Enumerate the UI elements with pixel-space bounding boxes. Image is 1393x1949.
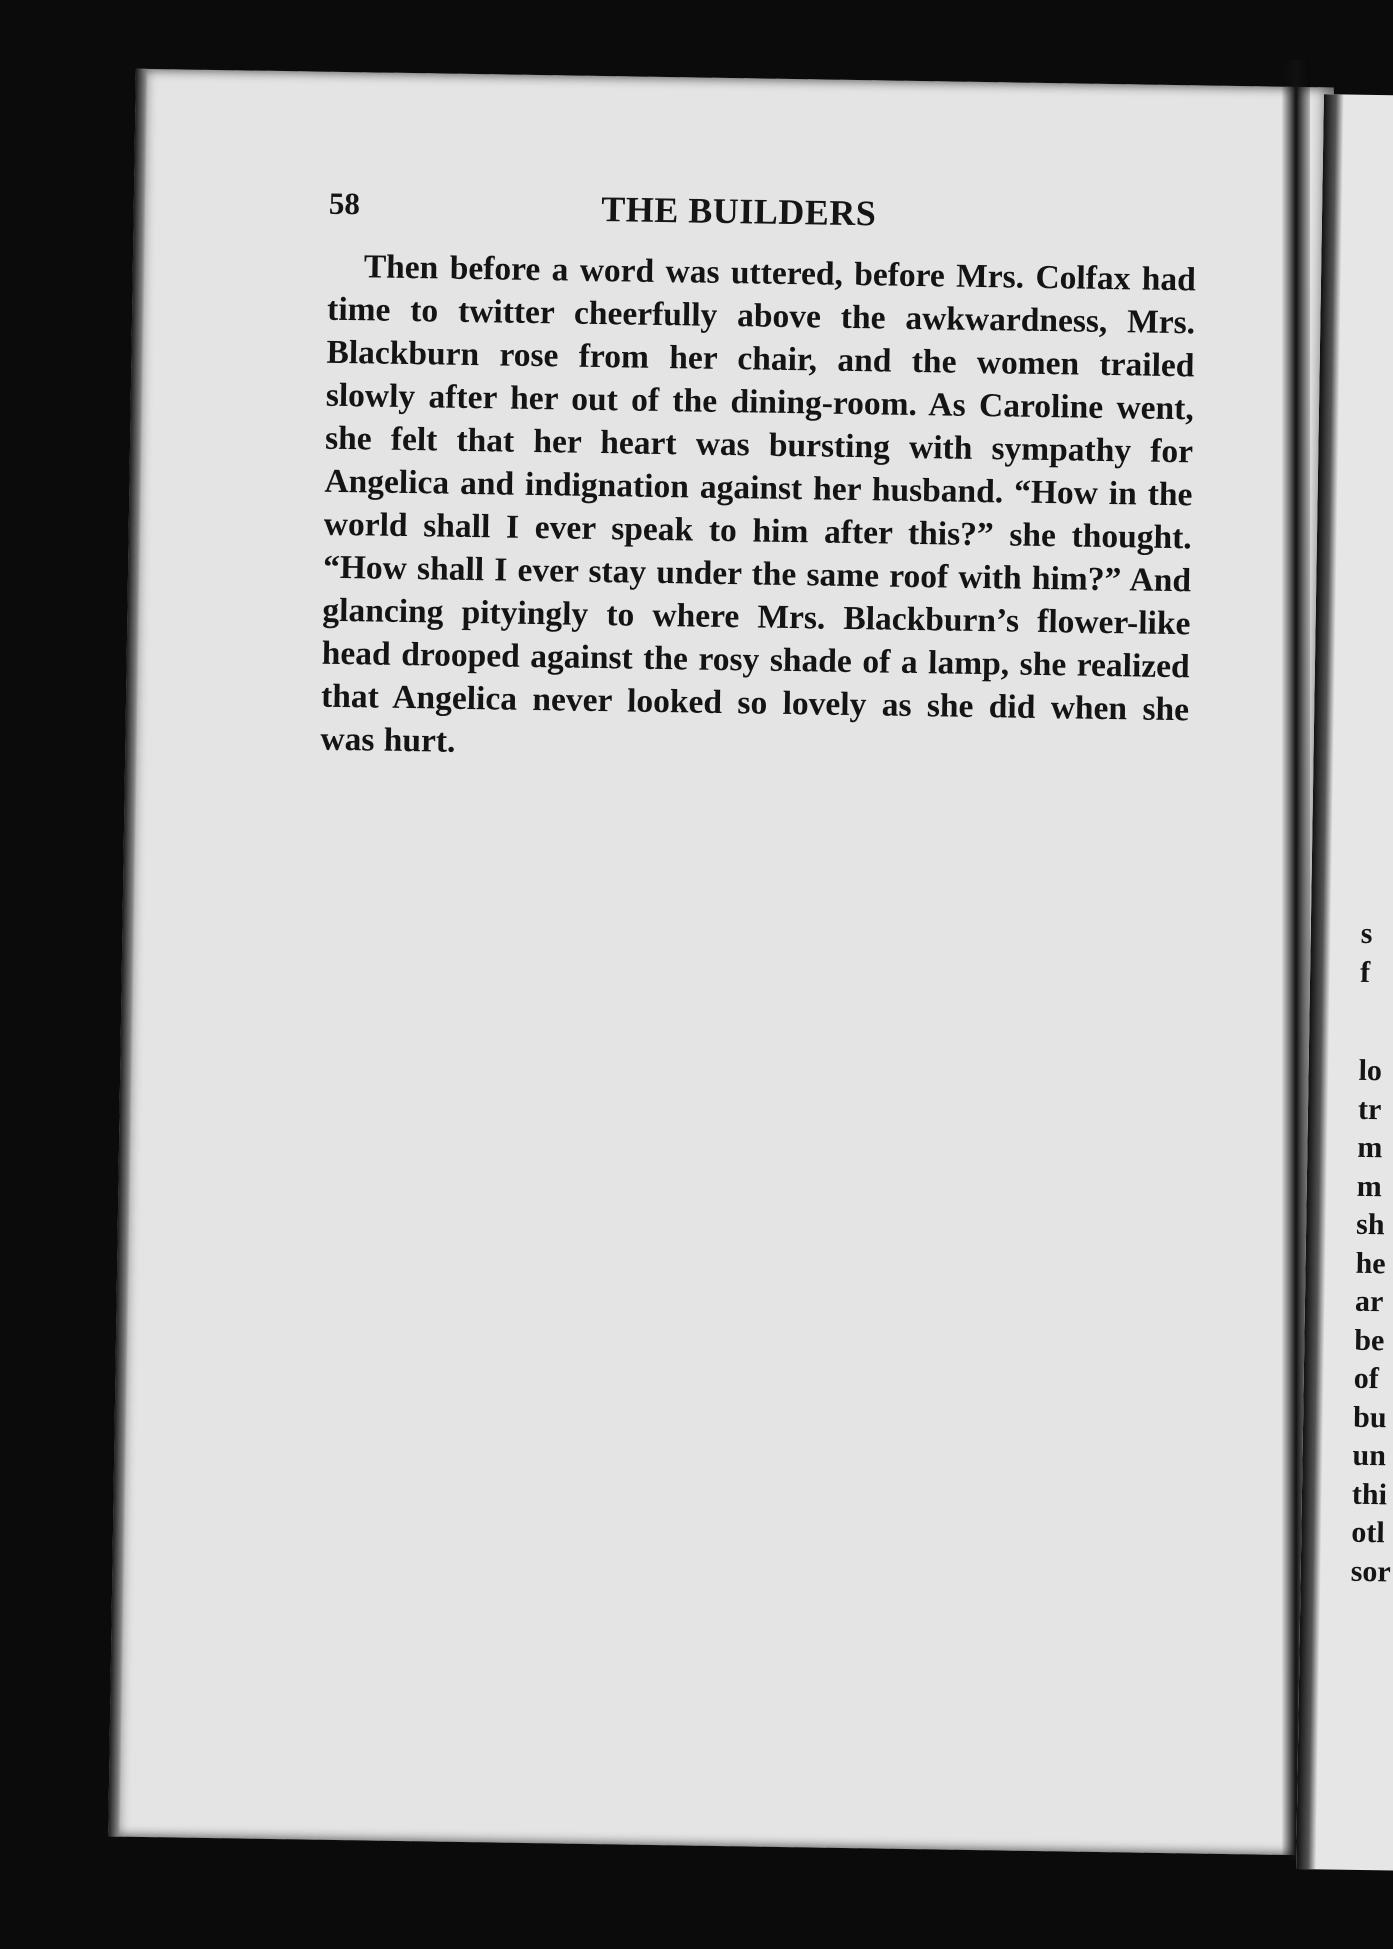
adjacent-fragment: lo <box>1358 1053 1383 1088</box>
book-page <box>108 69 1334 1856</box>
page-number: 58 <box>328 185 361 222</box>
page-gutter-shadow <box>108 69 148 1837</box>
adjacent-fragment: f <box>1359 955 1371 989</box>
adjacent-fragment: m <box>1357 1130 1383 1165</box>
adjacent-fragment: tr <box>1357 1092 1382 1126</box>
body-paragraph: Then before a word was uttered, before Mrs. Colfax had time to twitter cheerfully above the awkwardness, Mrs. Blackburn rose from her chair, and the women trailed slowly after her out of the dining-room. As Caroline went, she felt that her heart was bursting with sympathy for Angelica and indignation against her husband. “How in the world shall I ever speak to him after this?” she thought. “How shall I ever stay under the same roof with him?” And glancing pityingly to where Mrs. Blackburn’s flower-like head drooped against the rosy shade of a lamp, she realized that Angelica never looked so lovely as she did when she was hurt. <box>320 248 1197 760</box>
adjacent-fragment: s <box>1360 916 1373 951</box>
adjacent-fragment: m <box>1356 1169 1383 1203</box>
running-head <box>328 184 1149 247</box>
book-title: THE BUILDERS <box>600 189 877 234</box>
adjacent-fragment: thi <box>1351 1477 1388 1511</box>
adjacent-fragment-gap <box>1359 992 1393 1053</box>
adjacent-fragment: ar <box>1354 1284 1384 1319</box>
adjacent-fragment: un <box>1352 1438 1387 1473</box>
adjacent-page-text <box>1350 915 1393 1592</box>
adjacent-fragment: of <box>1353 1361 1380 1396</box>
adjacent-fragment: be <box>1354 1323 1385 1357</box>
adjacent-fragment: sh <box>1355 1207 1385 1242</box>
adjacent-fragment: bu <box>1352 1400 1387 1434</box>
adjacent-fragment: he <box>1355 1246 1386 1280</box>
adjacent-fragment: otl <box>1351 1515 1385 1550</box>
adjacent-fragment: sor <box>1350 1554 1392 1588</box>
